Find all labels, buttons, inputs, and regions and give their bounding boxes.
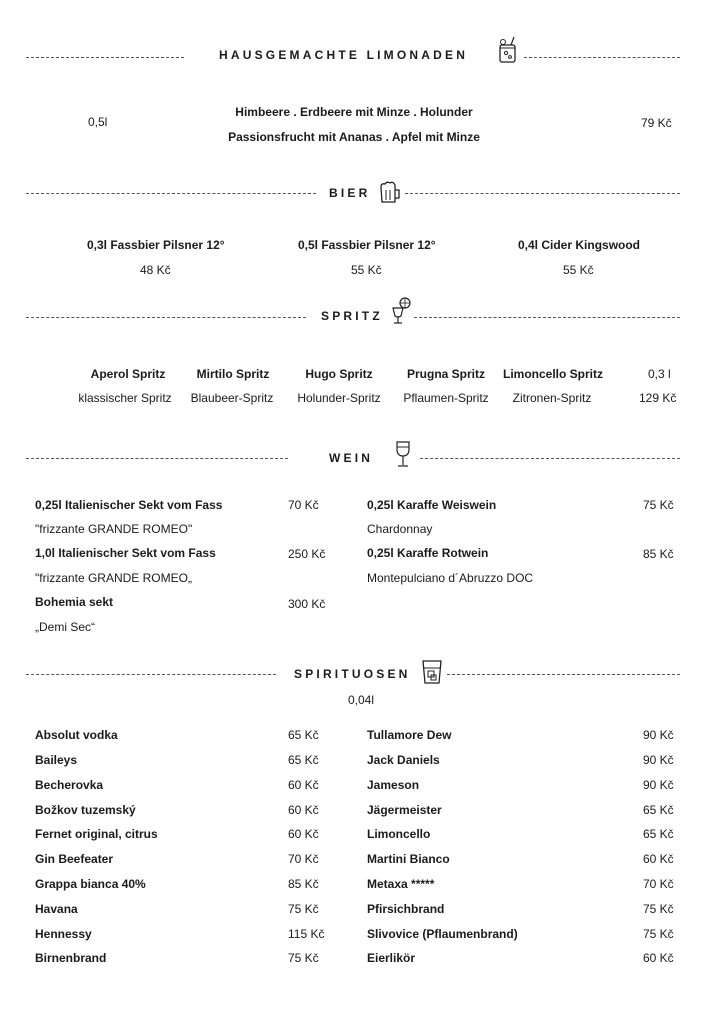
cocktail-glass-icon <box>390 296 412 326</box>
spirit-right-1-price: 90 Kč <box>643 728 674 742</box>
bier-item-3-name: 0,4l Cider Kingswood <box>518 238 641 252</box>
spirit-right-3-name: Jameson <box>367 778 420 792</box>
spirit-left-5-price: 60 Kč <box>288 827 319 841</box>
spirituosen-size: 0,04l <box>348 693 375 707</box>
spritz-item-5-name: Limoncello Spritz <box>502 367 603 381</box>
spirit-right-2-price: 90 Kč <box>643 753 674 767</box>
spirit-right-5-price: 65 Kč <box>643 827 674 841</box>
spirit-right-8-name: Pfirsichbrand <box>367 902 445 916</box>
spritz-item-4-desc: Pflaumen-Spritz <box>403 391 489 405</box>
spritz-item-5-desc: Zitronen-Spritz <box>512 391 592 405</box>
section-title-spritz: SPRITZ <box>321 309 383 323</box>
spirit-left-2-name: Baileys <box>35 753 78 767</box>
spirit-right-10-price: 60 Kč <box>643 951 674 965</box>
section-title-wein: WEIN <box>329 451 374 465</box>
bier-item-3-price: 55 Kč <box>563 263 594 277</box>
limonaden-price: 79 Kč <box>641 116 672 130</box>
divider-line <box>414 317 680 318</box>
spritz-size: 0,3 l <box>648 367 671 381</box>
spirit-left-9-price: 115 Kč <box>288 927 325 941</box>
section-title-spirituosen: SPIRITUOSEN <box>294 667 411 681</box>
wein-left-1-price: 70 Kč <box>288 498 319 512</box>
divider-line <box>26 674 276 675</box>
spirit-right-1-name: Tullamore Dew <box>367 728 452 742</box>
divider-line <box>26 458 288 459</box>
spirit-left-2-price: 65 Kč <box>288 753 319 767</box>
spirit-left-5-name: Fernet original, citrus <box>35 827 158 841</box>
spirit-right-10-name: Eierlikör <box>367 951 416 965</box>
divider-line <box>26 193 316 194</box>
spirit-left-4-name: Božkov tuzemský <box>35 803 136 817</box>
spritz-item-3-desc: Holunder-Spritz <box>297 391 381 405</box>
lemonade-jar-icon <box>497 36 519 64</box>
spirit-left-1-price: 65 Kč <box>288 728 319 742</box>
bier-item-1-price: 48 Kč <box>140 263 171 277</box>
divider-line <box>420 458 680 459</box>
spirit-right-3-price: 90 Kč <box>643 778 674 792</box>
bier-item-2-name: 0,5l Fassbier Pilsner 12° <box>298 238 436 252</box>
limonaden-line-2: Passionsfrucht mit Ananas . Apfel mit Minze <box>228 130 480 144</box>
wein-left-1-name: 0,25l Italienischer Sekt vom Fass <box>35 498 223 512</box>
spirit-right-9-name: Slivovice (Pflaumenbrand) <box>367 927 518 941</box>
spritz-item-1-name: Aperol Spritz <box>90 367 166 381</box>
spirit-right-6-name: Martini Bianco <box>367 852 450 866</box>
section-title-limonaden: HAUSGEMACHTE LIMONADEN <box>219 48 469 62</box>
wein-left-2-name: 1,0l Italienischer Sekt vom Fass <box>35 546 216 560</box>
wein-left-1-desc: "frizzante GRANDE ROMEO" <box>35 522 193 536</box>
spirit-left-9-name: Hennessy <box>35 927 92 941</box>
spirit-left-3-price: 60 Kč <box>288 778 319 792</box>
divider-line <box>26 57 184 58</box>
spirit-left-3-name: Becherovka <box>35 778 104 792</box>
bier-item-2-price: 55 Kč <box>351 263 382 277</box>
spritz-item-2-name: Mirtilo Spritz <box>196 367 270 381</box>
wein-right-1-price: 75 Kč <box>643 498 674 512</box>
wein-right-1-desc: Chardonnay <box>367 522 433 536</box>
spirit-left-7-price: 85 Kč <box>288 877 319 891</box>
wein-left-2-price: 250 Kč <box>288 547 326 561</box>
spirit-left-8-name: Havana <box>35 902 78 916</box>
spritz-item-3-name: Hugo Spritz <box>305 367 373 381</box>
wein-right-2-name: 0,25l Karaffe Rotwein <box>367 546 489 560</box>
spirit-right-4-price: 65 Kč <box>643 803 674 817</box>
wein-left-3-price: 300 Kč <box>288 597 326 611</box>
whiskey-glass-icon <box>421 659 443 685</box>
spirit-right-6-price: 60 Kč <box>643 852 674 866</box>
divider-line <box>447 674 680 675</box>
spirit-left-10-price: 75 Kč <box>288 951 319 965</box>
spirit-left-6-name: Gin Beefeater <box>35 852 114 866</box>
wein-right-1-name: 0,25l Karaffe Weiswein <box>367 498 497 512</box>
wine-glass-icon <box>394 440 412 470</box>
limonaden-line-1: Himbeere . Erdbeere mit Minze . Holunder <box>235 105 473 119</box>
spirit-right-7-price: 70 Kč <box>643 877 674 891</box>
wein-left-3-desc: „Demi Sec“ <box>35 620 96 634</box>
spritz-price: 129 Kč <box>639 391 677 405</box>
spirit-right-7-name: Metaxa ***** <box>367 877 435 891</box>
spirit-left-6-price: 70 Kč <box>288 852 319 866</box>
wein-left-3-name: Bohemia sekt <box>35 595 114 609</box>
beer-mug-icon <box>378 180 402 204</box>
section-title-bier: BIER <box>329 186 371 200</box>
divider-line <box>524 57 680 58</box>
spirit-right-8-price: 75 Kč <box>643 902 674 916</box>
spritz-item-1-desc: klassischer Spritz <box>78 391 172 405</box>
spirit-left-4-price: 60 Kč <box>288 803 319 817</box>
spirit-left-8-price: 75 Kč <box>288 902 319 916</box>
divider-line <box>405 193 680 194</box>
spirit-right-5-name: Limoncello <box>367 827 431 841</box>
wein-right-2-price: 85 Kč <box>643 547 674 561</box>
spirit-left-7-name: Grappa bianca 40% <box>35 877 146 891</box>
wein-left-2-desc: "frizzante GRANDE ROMEO„ <box>35 571 192 585</box>
spirit-right-9-price: 75 Kč <box>643 927 674 941</box>
spirit-right-4-name: Jägermeister <box>367 803 442 817</box>
divider-line <box>26 317 306 318</box>
bier-item-1-name: 0,3l Fassbier Pilsner 12° <box>87 238 225 252</box>
spirit-right-2-name: Jack Daniels <box>367 753 440 767</box>
limonaden-size: 0,5l <box>88 115 108 129</box>
spritz-item-4-name: Prugna Spritz <box>406 367 485 381</box>
spirit-left-1-name: Absolut vodka <box>35 728 118 742</box>
spritz-item-2-desc: Blaubeer-Spritz <box>190 391 274 405</box>
spirit-left-10-name: Birnenbrand <box>35 951 107 965</box>
wein-right-2-desc: Montepulciano d´Abruzzo DOC <box>367 571 534 585</box>
